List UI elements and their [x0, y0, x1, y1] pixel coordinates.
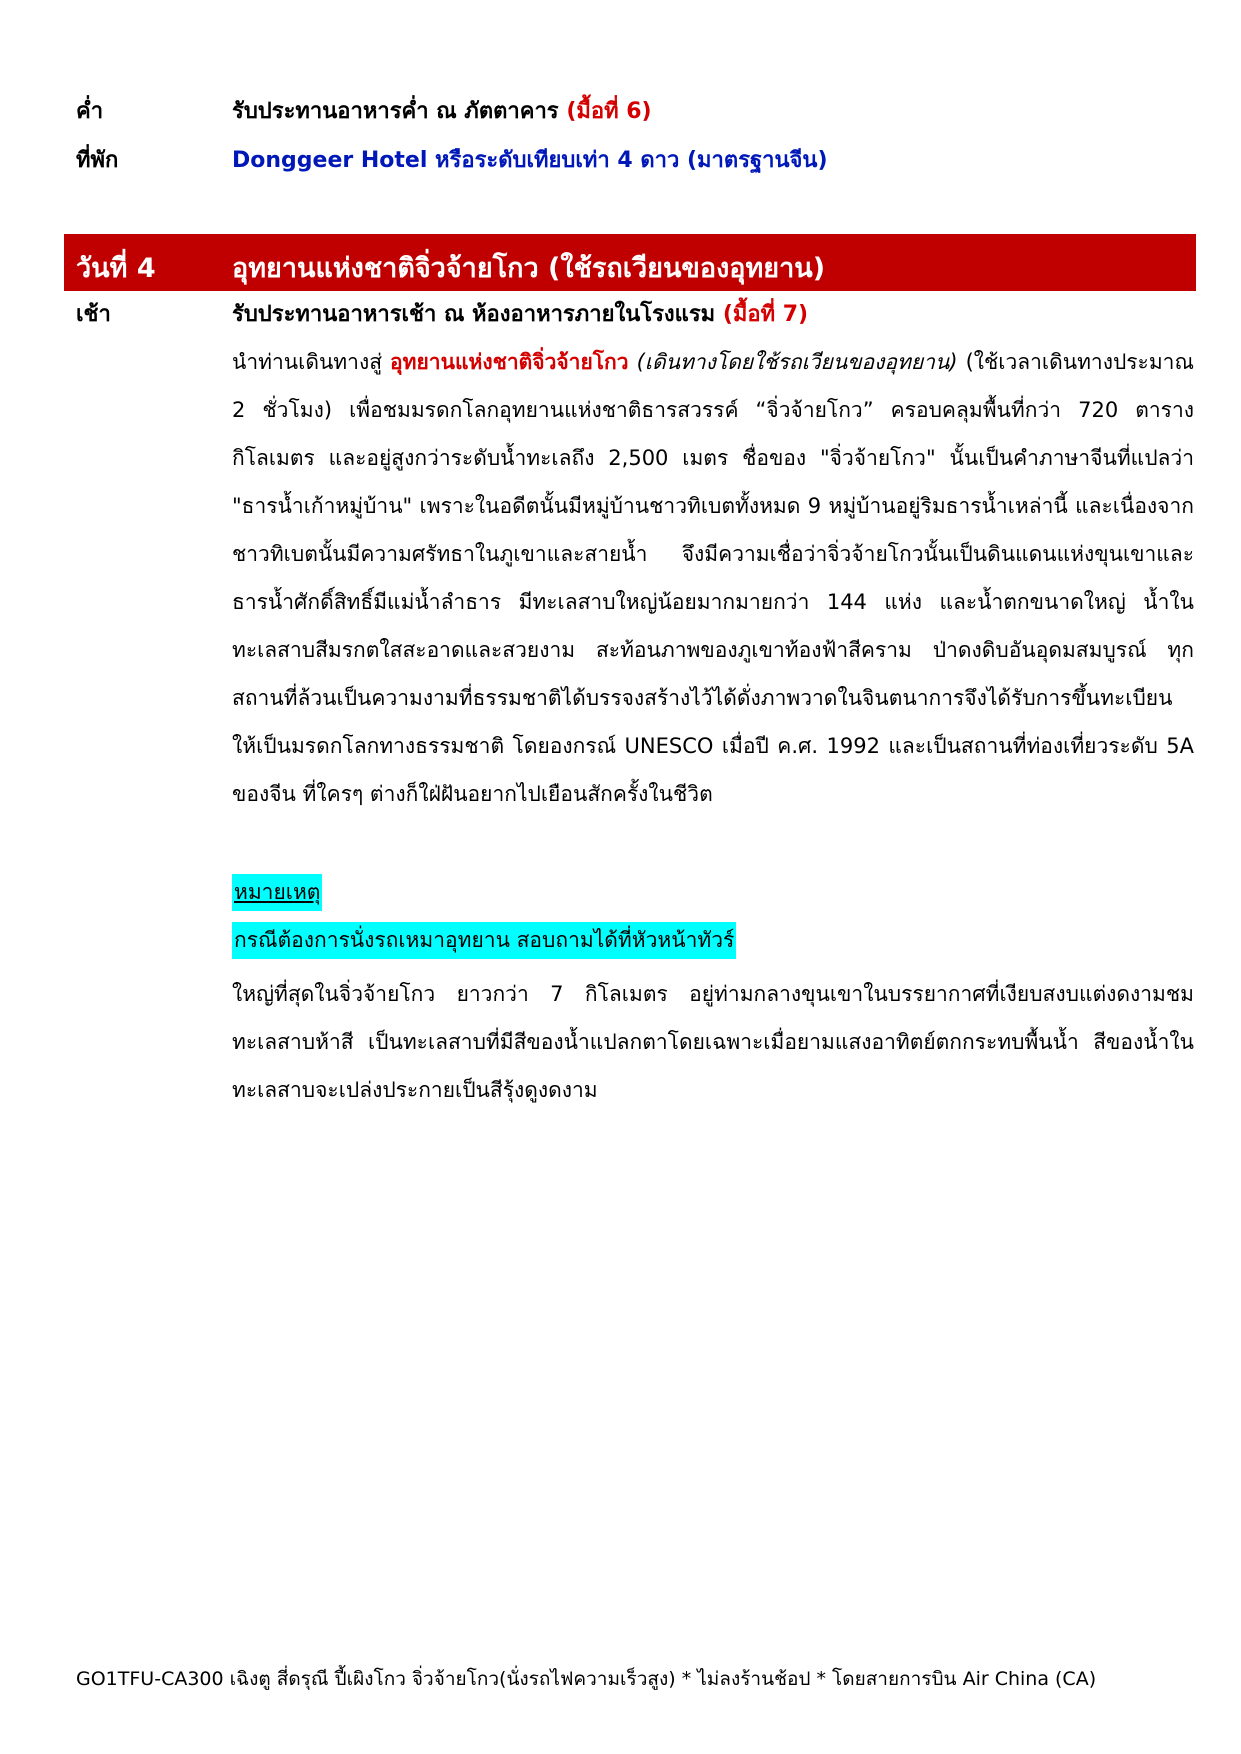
description-lead: นำท่านเดินทางสู่ — [232, 350, 383, 374]
dinner-line — [232, 93, 652, 128]
note-heading: หมายเหตุ — [232, 874, 322, 911]
lake-description-text: ใหญ่ที่สุดในจิ่วจ้ายโกว ยาวกว่า 7 กิโลเมตร อยู่ท่ามกลางขุนเขาในบรรยากาศที่เงียบสงบแต่งดงามชม ทะเลสาบห้าสี เป็นทะเลสาบที่มีสีของน้ำแปลกตาโดยเฉพาะเมื่อยามแสงอาทิตย์ตกกระทบพื้นน้ำ สีของน้ำในทะเลสาบจะเปล่งประกายเป็นสีรุ้งดูงดงาม — [232, 982, 1194, 1102]
breakfast-text: รับประทานอาหารเช้า ณ ห้องอาหารภายในโรงแรม — [232, 302, 716, 327]
lake-description — [232, 970, 1194, 1114]
dinner-label: ค่ำ — [76, 99, 104, 124]
park-description — [232, 338, 1194, 818]
dinner-meal-number: (มื้อที่ 6) — [566, 99, 652, 124]
description-body: (ใช้เวลาเดินทางประมาณ 2 ชั่วโมง) เพื่อชมมรดกโลกอุทยานแห่งชาติธารสวรรค์ “จิ่วจ้ายโกว” ครอบคลุมพื้นที่กว่า 720 ตารางกิโลเมตร และอยู่สูงกว่าระดับน้ำทะเลถึง 2,500 เมตร ชื่อของ "จิ่วจ้ายโกว" นั้นเป็นคำภาษาจีนที่แปลว่า "ธารน้ำเก้าหมู่บ้าน" เพราะในอดีตนั้นมีหมู่บ้านชาวทิเบตทั้งหมด 9 หมู่บ้านอยู่ริมธารน้ำเหล่านี้ และเนื่องจากชาวทิเบตนั้นมีความศรัทธาในภูเขาและสายน้ำ จึงมีความเชื่อว่าจิ่วจ้ายโกวนั้นเป็นดินแดนแห่งขุนเขาและธารน้ำศักดิ์สิทธิ์มีแม่น้ำลำธาร มีทะเลสาบใหญ่น้อยมากมายกว่า 144 แห่ง และน้ำตกขนาดใหญ่ น้ำในทะเลสาบสีมรกตใสสะอาดและสวยงาม สะท้อนภาพของภูเขาท้องฟ้าสีคราม ป่าดงดิบอันอุดมสมบูรณ์ ทุกสถานที่ล้วนเป็นความงามที่ธรรมชาติได้บรรจงสร้างไว้ได้ดั่งภาพวาดในจินตนาการจึงได้รับการขึ้นทะเบียนให้เป็นมรดกโลกทางธรรมชาติ โดยองกรณ์ UNESCO เมื่อปี ค.ศ. 1992 และเป็นสถานที่ท่องเที่ยวระดับ 5A ของจีน ที่ใครๆ ต่างก็ใฝ่ฝันอยากไปเยือนสักครั้งในชีวิต — [232, 350, 1194, 806]
hotel-name: Donggeer Hotel หรือระดับเทียบเท่า 4 ดาว (มาตรฐานจีน) — [232, 148, 828, 173]
breakfast-meal-number: (มื้อที่ 7) — [722, 302, 809, 327]
breakfast-label: เช้า — [76, 302, 111, 327]
description-italic-note: (เดินทางโดยใช้รถเวียนของอุทยาน) — [636, 350, 958, 374]
day-title: อุทยานแห่งชาติจิ่วจ้ายโกว (ใช้รถเวียนของอุทยาน) — [232, 253, 826, 284]
park-name-highlight: อุทยานแห่งชาติจิ่วจ้ายโกว — [390, 350, 629, 374]
breakfast-line — [232, 296, 808, 331]
page-footer: GO1TFU-CA300 เฉิงตู สี่ดรุณี ปี้เผิงโกว จิ่วจ้ายโกว(นั่งรถไฟความเร็วสูง) * ไม่ลงร้านช้อป * โดยสายการบิน Air China (CA) — [76, 1668, 1097, 1690]
day-label: วันที่ 4 — [76, 253, 156, 284]
dinner-text: รับประทานอาหารค่ำ ณ ภัตตาคาร — [232, 99, 559, 124]
hotel-label: ที่พัก — [76, 148, 119, 173]
note-text: กรณีต้องการนั่งรถเหมาอุทยาน สอบถามได้ที่หัวหน้าทัวร์ — [232, 922, 736, 959]
day-header-bar — [64, 234, 1196, 291]
